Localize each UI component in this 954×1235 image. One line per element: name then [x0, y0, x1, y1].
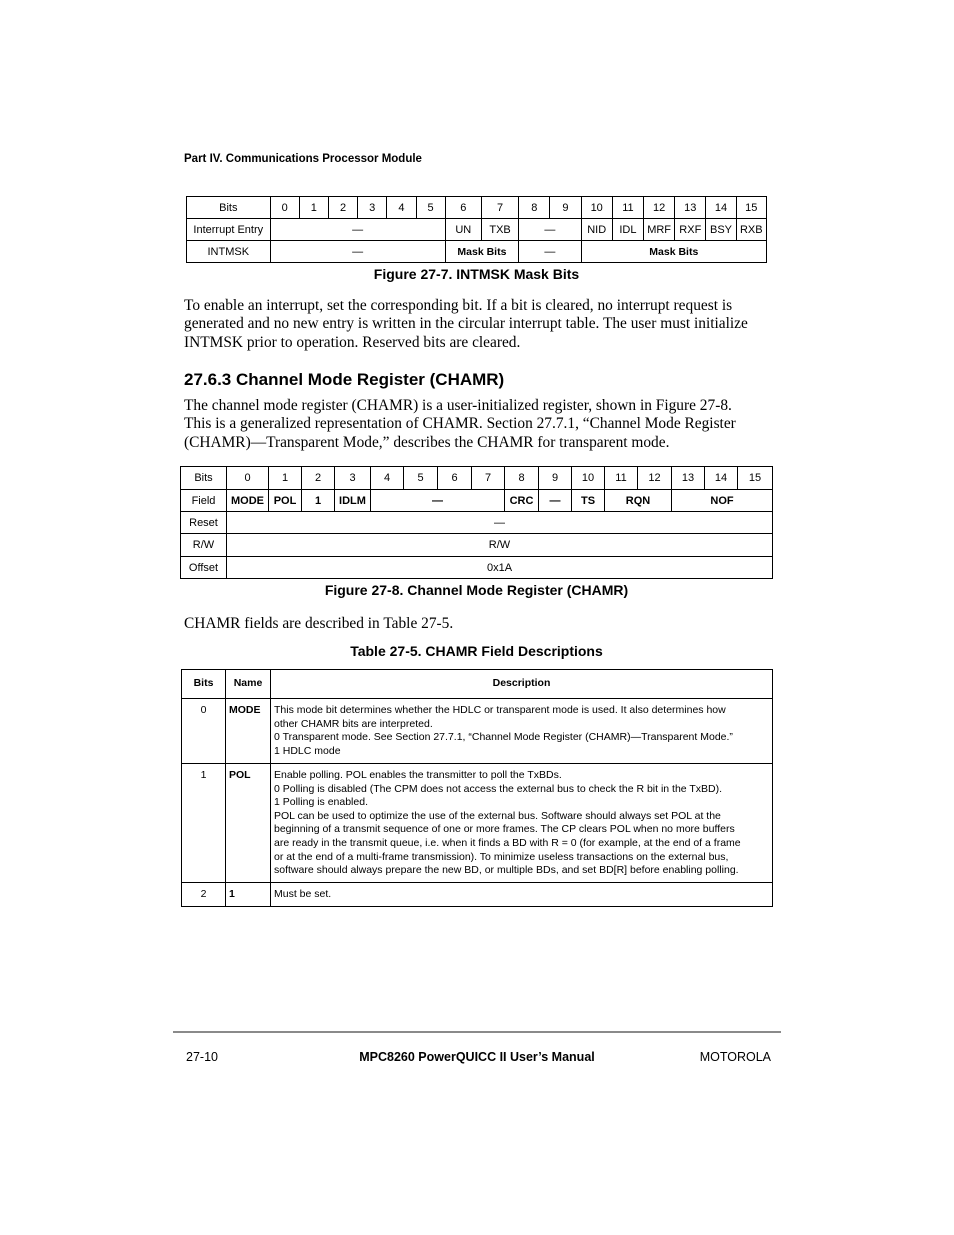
bit-8: 8: [505, 467, 539, 490]
bit-9: 9: [539, 467, 572, 490]
bit-11: 11: [605, 467, 638, 490]
field-rqn: RQN: [605, 490, 672, 512]
bit-11: 11: [612, 197, 643, 219]
chamr-offset-row: [181, 557, 773, 579]
bit-3: 3: [358, 197, 387, 219]
bit-4: 4: [387, 197, 416, 219]
description-line: Enable polling. POL enables the transmitter to poll the TxBDs.: [274, 769, 562, 781]
running-header: Part IV. Communications Processor Module: [184, 153, 422, 165]
interrupt-entry-row: [187, 219, 767, 241]
bit-2: 2: [328, 197, 357, 219]
bit-0: 0: [227, 467, 269, 490]
intmsk-row: [187, 241, 767, 263]
interrupt-entry-mrf: MRF: [644, 219, 675, 241]
row-bits: 2: [182, 883, 226, 907]
intmsk-label: INTMSK: [187, 241, 271, 263]
section-heading: 27.6.3 Channel Mode Register (CHAMR): [184, 370, 505, 389]
interrupt-entry-txb: TXB: [481, 219, 518, 241]
row-description: [271, 764, 773, 883]
interrupt-entry-nid: NID: [581, 219, 612, 241]
intmsk-bits-row: [187, 197, 767, 219]
row-description: [271, 883, 773, 907]
bit-13: 13: [672, 467, 705, 490]
footer-rule: [173, 1031, 781, 1033]
description-line: 1 Polling is enabled.: [274, 796, 368, 809]
description-line: other CHAMR bits are interpreted.: [274, 717, 433, 730]
offset-value: 0x1A: [227, 557, 773, 579]
chamr-intro-paragraph: [184, 397, 784, 452]
figure-27-7-caption: Figure 27-7. INTMSK Mask Bits: [373, 266, 580, 282]
description-line: This mode bit determines whether the HDLC or transparent mode is used. It also determines how: [274, 704, 726, 716]
row-name: 1: [226, 883, 271, 907]
page-number: 27-10: [186, 1050, 218, 1064]
row-bits: 1: [182, 764, 226, 883]
figure-27-8-caption: Figure 27-8. Channel Mode Register (CHAMR): [324, 582, 629, 598]
table-27-5-title: Table 27-5. CHAMR Field Descriptions: [350, 643, 603, 659]
interrupt-entry-un: UN: [445, 219, 481, 241]
description-line: or at the end of a multi-frame transmission). To minimize useless transactions on the external bus,: [274, 850, 729, 863]
intmsk-paragraph: [184, 297, 784, 352]
description-line: 0 Transparent mode. See Section 27.7.1, “Channel Mode Register (CHAMR)—Transparent Mode.”: [274, 731, 733, 744]
paragraph-line: To enable an interrupt, set the corresponding bit. If a bit is cleared, no interrupt request is: [184, 297, 733, 314]
intmsk-reserved-1: —: [270, 241, 445, 263]
row-name: POL: [226, 764, 271, 883]
row-bits: 0: [182, 699, 226, 764]
table-row: [182, 883, 773, 907]
bit-13: 13: [675, 197, 706, 219]
publisher-name: MOTOROLA: [699, 1050, 771, 1064]
reset-row-label: Reset: [181, 512, 227, 534]
chamr-field-descriptions-table: [181, 669, 773, 907]
description-line: software should always prepare the new BD, or multiple BDs, and set BD[R] before enabling polling.: [274, 864, 739, 877]
bit-2: 2: [302, 467, 335, 490]
description-line: POL can be used to optimize the use of the external bus. Software should always set POL at the: [274, 809, 721, 822]
field-reserved-2: —: [539, 490, 572, 512]
interrupt-entry-label: Interrupt Entry: [187, 219, 271, 241]
interrupt-entry-rxf: RXF: [675, 219, 706, 241]
table-header-row: [182, 670, 773, 699]
rw-value: R/W: [227, 534, 773, 557]
chamr-field-row: [181, 490, 773, 512]
bit-15: 15: [738, 467, 773, 490]
rw-row-label: R/W: [181, 534, 227, 557]
bit-9: 9: [550, 197, 581, 219]
bit-12: 12: [644, 197, 675, 219]
intmsk-mask-bits-2: Mask Bits: [581, 241, 766, 263]
bit-14: 14: [706, 197, 736, 219]
bit-14: 14: [705, 467, 738, 490]
chamr-reset-row: [181, 512, 773, 534]
intmsk-reserved-2: —: [519, 241, 581, 263]
interrupt-entry-reserved-8-9: —: [519, 219, 581, 241]
paragraph-line: generated and no new entry is written in the circular interrupt table. The user must initialize: [184, 315, 748, 333]
header-name: Name: [226, 670, 271, 699]
table-row: [182, 764, 773, 883]
field-ts: TS: [572, 490, 605, 512]
chamr-rw-row: [181, 534, 773, 557]
bit-6: 6: [438, 467, 472, 490]
paragraph-line: This is a generalized representation of CHAMR. Section 27.7.1, “Channel Mode Register: [184, 415, 736, 433]
row-name: MODE: [226, 699, 271, 764]
manual-title: MPC8260 PowerQUICC II User’s Manual: [359, 1050, 595, 1064]
description-line: 0 Polling is disabled (The CPM does not access the external bus to check the R bit in the TxBD).: [274, 782, 723, 795]
description-line: are ready in the transmit queue, i.e. when it finds a BD with R = 0 (for example, at the end of a frame: [274, 836, 741, 849]
bit-7: 7: [472, 467, 505, 490]
bit-5: 5: [416, 197, 445, 219]
description-line: 1 HDLC mode: [274, 744, 341, 757]
chamr-fields-paragraph: CHAMR fields are described in Table 27-5.: [184, 615, 454, 632]
paragraph-line: The channel mode register (CHAMR) is a user-initialized register, shown in Figure 27-8.: [184, 397, 732, 414]
reset-value: —: [227, 512, 773, 534]
chamr-bits-row: [181, 467, 773, 490]
bit-10: 10: [572, 467, 605, 490]
field-nof: NOF: [672, 490, 773, 512]
header-description: Description: [271, 670, 773, 699]
bit-10: 10: [581, 197, 612, 219]
bit-0: 0: [270, 197, 299, 219]
bit-5: 5: [404, 467, 438, 490]
bit-1: 1: [299, 197, 328, 219]
interrupt-entry-reserved: —: [270, 219, 445, 241]
bit-1: 1: [269, 467, 302, 490]
bit-8: 8: [519, 197, 550, 219]
field-mode: MODE: [227, 490, 269, 512]
interrupt-entry-bsy: BSY: [706, 219, 736, 241]
paragraph-line: (CHAMR)—Transparent Mode,” describes the CHAMR for transparent mode.: [184, 433, 670, 451]
field-idlm: IDLM: [335, 490, 371, 512]
bit-7: 7: [481, 197, 518, 219]
bit-4: 4: [371, 467, 404, 490]
paragraph-line: INTMSK prior to operation. Reserved bits are cleared.: [184, 333, 521, 351]
field-row-label: Field: [181, 490, 227, 512]
bits-row-label: Bits: [187, 197, 271, 219]
field-pol: POL: [269, 490, 302, 512]
header-bits: Bits: [182, 670, 226, 699]
bit-6: 6: [445, 197, 481, 219]
bit-15: 15: [736, 197, 766, 219]
field-reserved-1: —: [371, 490, 505, 512]
chamr-register-table: [180, 466, 773, 579]
offset-row-label: Offset: [181, 557, 227, 579]
row-description: [271, 699, 773, 764]
description-line: Must be set.: [274, 888, 332, 900]
intmsk-mask-bits-1: Mask Bits: [445, 241, 519, 263]
field-crc: CRC: [505, 490, 539, 512]
bit-12: 12: [638, 467, 672, 490]
description-line: beginning of a transmit sequence of one or more frames. The CP clears POL when no more buffers: [274, 823, 735, 836]
interrupt-entry-rxb: RXB: [736, 219, 766, 241]
bit-3: 3: [335, 467, 371, 490]
field-one: 1: [302, 490, 335, 512]
interrupt-entry-idl: IDL: [612, 219, 643, 241]
table-row: [182, 699, 773, 764]
intmsk-bits-table: [186, 196, 767, 263]
bits-row-label: Bits: [181, 467, 227, 490]
